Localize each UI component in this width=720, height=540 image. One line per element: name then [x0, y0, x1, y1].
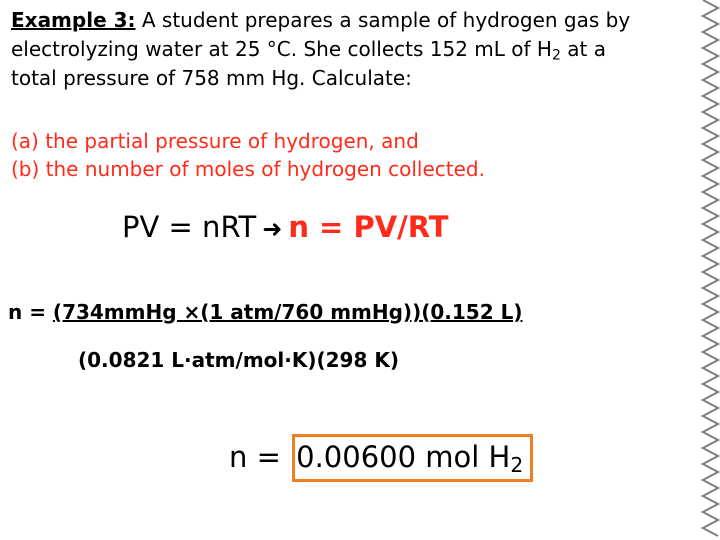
part-b: (b) the number of moles of hydrogen collected. [11, 157, 485, 181]
result-prefix: n = [229, 440, 291, 474]
problem-line-2 [11, 35, 701, 64]
problem-line-1 [11, 6, 701, 35]
problem-text-2a: electrolyzing water at 25 °C. She collects 152 mL of H [11, 37, 552, 61]
question-parts [11, 127, 485, 183]
h2-subscript: 2 [551, 47, 561, 64]
formula-ideal-gas-law: PV = nRT [122, 210, 257, 244]
problem-statement [11, 6, 701, 93]
problem-text-2b: at a [560, 37, 606, 61]
ideal-gas-formula [122, 207, 449, 249]
result-line [229, 434, 533, 482]
zigzag-border-decoration [701, 0, 720, 540]
problem-text-1: A student prepares a sample of hydrogen gas by [135, 8, 631, 32]
answer-value: 0.00600 mol H [296, 440, 511, 474]
answer-subscript: 2 [510, 453, 524, 478]
calculation-numerator-line [8, 296, 522, 328]
arrow-right-icon: ➜ [262, 215, 283, 243]
formula-solved-for-n: n = PV/RT [288, 210, 449, 244]
problem-line-3: total pressure of 758 mm Hg. Calculate: [11, 66, 412, 90]
calculation-denominator: (0.0821 L·atm/mol·K)(298 K) [78, 348, 399, 372]
example-label: Example 3: [11, 8, 136, 32]
calculation-numerator: (734mmHg ×(1 atm/760 mmHg))(0.152 L) [52, 300, 523, 324]
answer-box [292, 434, 533, 482]
part-a: (a) the partial pressure of hydrogen, and [11, 129, 419, 153]
calculation-prefix: n = [8, 300, 53, 324]
